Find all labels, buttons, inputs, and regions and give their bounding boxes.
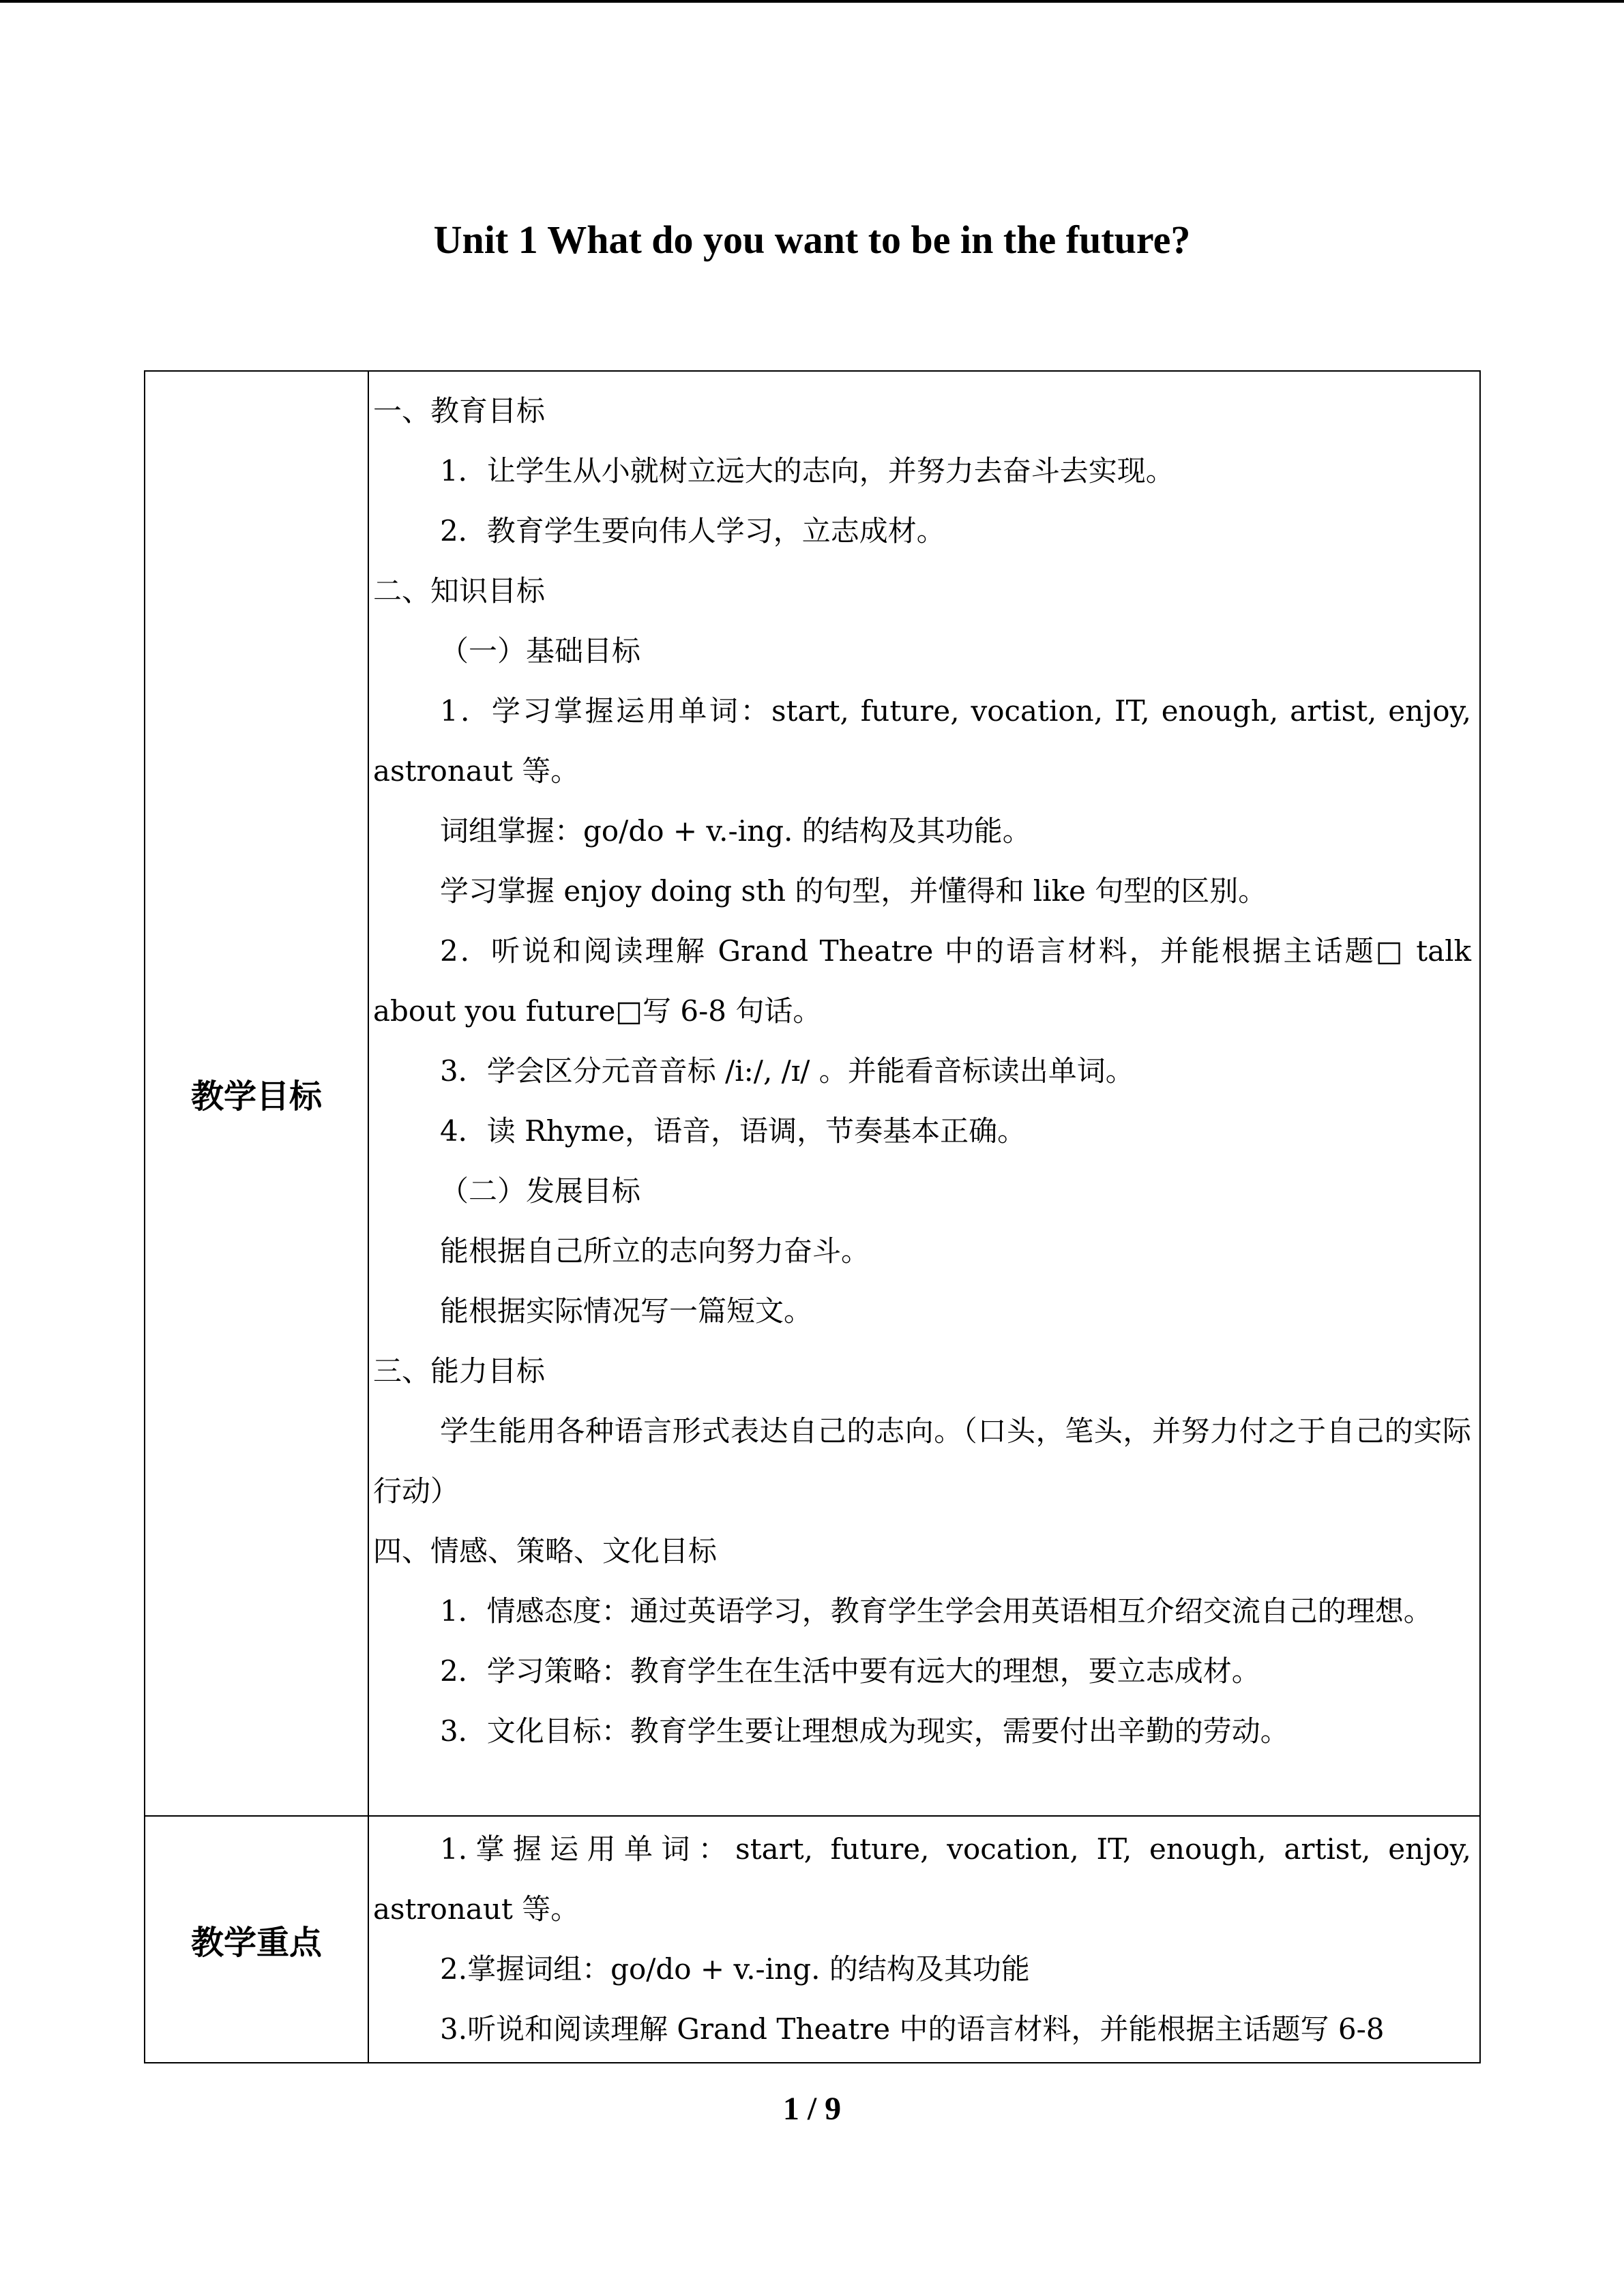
list-item: 4．读 Rhyme，语音，语调，节奏基本正确。 [440, 1114, 1027, 1148]
section-heading: 一、教育目标 [373, 394, 546, 428]
document-title: Unit 1 What do you want to be in the future? [433, 218, 1191, 262]
section-heading: 二、知识目标 [373, 574, 546, 608]
list-item: 词组掌握：go/do + v.-ing. 的结构及其功能。 [440, 814, 1031, 848]
top-border-line [0, 0, 1624, 3]
section-heading: 三、能力目标 [373, 1354, 546, 1388]
table-row-teaching-objectives [145, 371, 1480, 1816]
list-item: 1.掌握运用单词：start, future, vocation, IT, enough, artist, enjoy, astronaut 等。 [373, 1832, 1471, 1926]
row-label-teaching-objectives: 教学目标 [145, 371, 368, 1816]
list-item: 3.听说和阅读理解 Grand Theatre 中的语言材料，并能根据主话题写 6-8 [440, 2012, 1385, 2046]
list-item: 2.掌握词组：go/do + v.-ing. 的结构及其功能 [440, 1952, 1030, 1986]
list-item: 能根据实际情况写一篇短文。 [440, 1294, 813, 1328]
table-row-teaching-key-points [145, 1816, 1480, 2063]
list-item: 3．学会区分元音音标 /i:/, /ɪ/ 。并能看音标读出单词。 [440, 1054, 1134, 1088]
subsection-heading: （二）发展目标 [440, 1174, 641, 1208]
page-number: 1 / 9 [782, 2091, 842, 2127]
subsection-heading: （一）基础目标 [440, 634, 641, 668]
list-item: 能根据自己所立的志向努力奋斗。 [440, 1234, 870, 1268]
list-item: 学生能用各种语言形式表达自己的志向。（口头，笔头，并努力付之于自己的实际行动） [373, 1414, 1471, 1508]
list-item: 1．学习掌握运用单词：start, future, vocation, IT, enough, artist, enjoy, astronaut 等。 [373, 694, 1471, 788]
list-item: 2．听说和阅读理解 Grand Theatre 中的语言材料，并能根据主话题□ talk about you future□写 6-8 句话。 [373, 934, 1471, 1028]
list-item: 3．文化目标：教育学生要让理想成为现实，需要付出辛勤的劳动。 [440, 1714, 1289, 1748]
list-item: 1．让学生从小就树立远大的志向，并努力去奋斗去实现。 [440, 454, 1175, 488]
lesson-plan-table [144, 370, 1481, 2063]
list-item: 2．学习策略：教育学生在生活中要有远大的理想，要立志成材。 [440, 1654, 1260, 1688]
list-item: 1．情感态度：通过英语学习，教育学生学会用英语相互介绍交流自己的理想。 [440, 1594, 1432, 1628]
list-item: 学习掌握 enjoy doing sth 的句型，并懂得和 like 句型的区别。 [440, 874, 1267, 908]
list-item: 2．教育学生要向伟人学习，立志成材。 [440, 514, 945, 548]
row-content-teaching-key-points [368, 1816, 1480, 2063]
row-label-teaching-key-points: 教学重点 [145, 1816, 368, 2063]
row-content-teaching-objectives [368, 371, 1480, 1816]
section-heading: 四、情感、策略、文化目标 [373, 1534, 718, 1568]
